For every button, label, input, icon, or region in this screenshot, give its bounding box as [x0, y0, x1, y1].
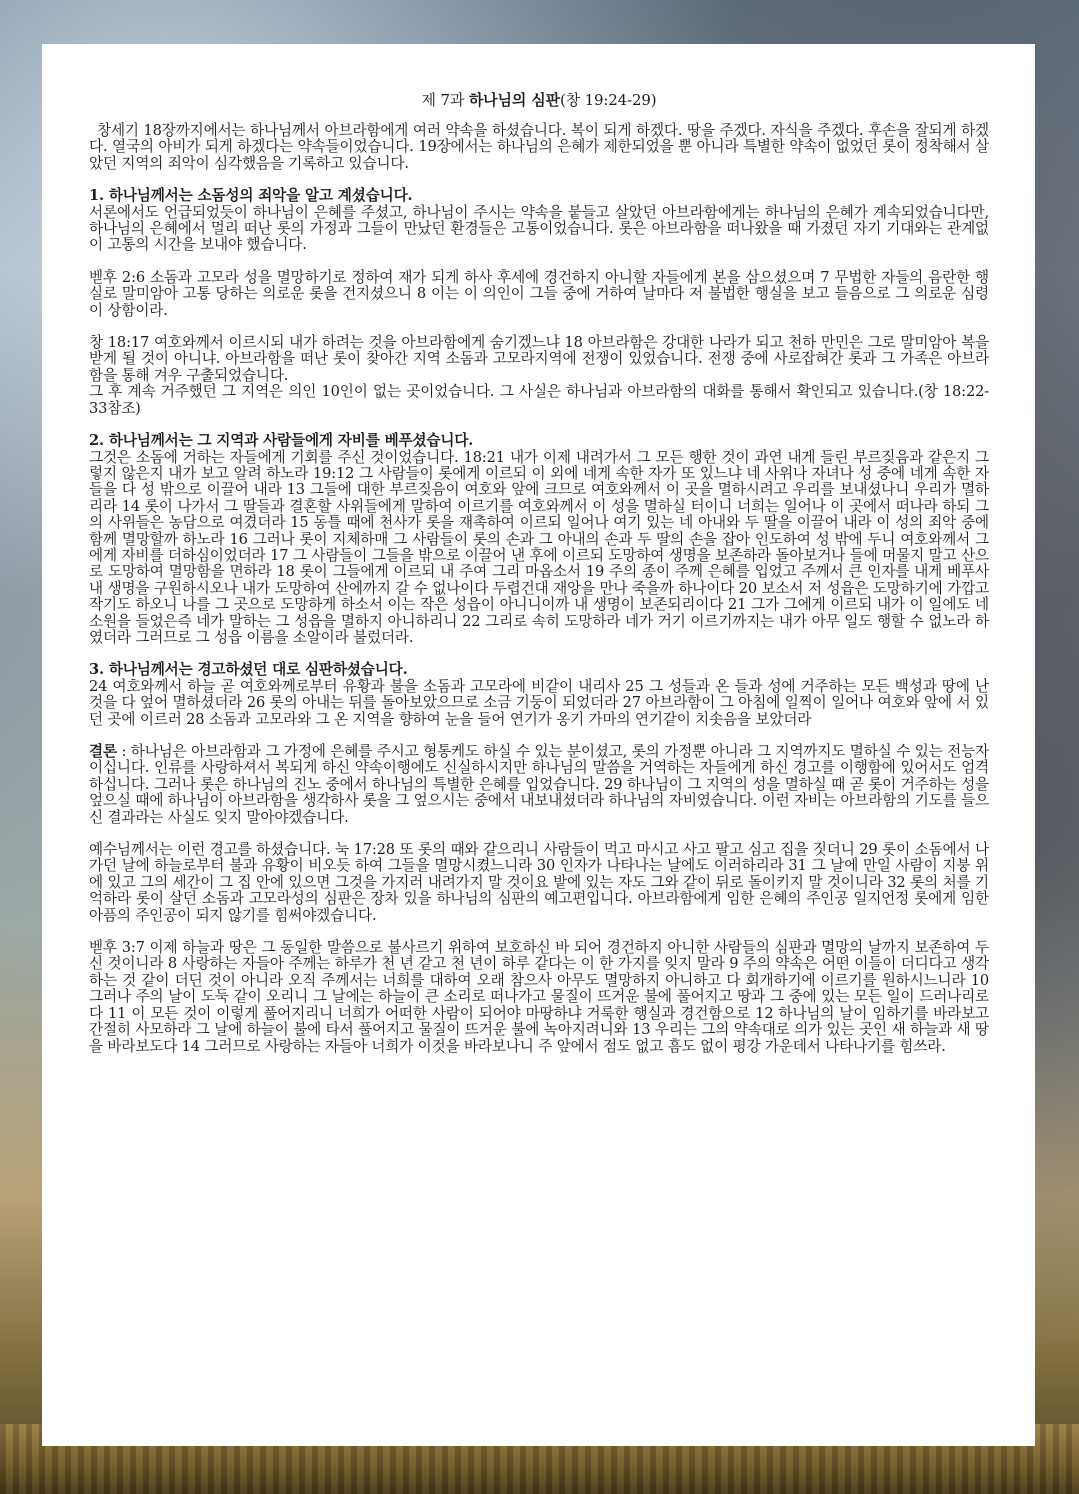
- intro-paragraph: 창세기 18장까지에서는 하나님께서 아브라함에게 여러 약속을 하셨습니다. 복이 되게 하겠다. 땅을 주겠다. 자식을 주겠다. 후손을 잘되게 하겠다. 열국의 아비가 되게 하겠다는 약속들이었습니다. 19장에서는 하나님의 은혜가 제한되었을 뿐 아니라 특별한 약속이 없었던 롯이 정착해서 살았던 지역의 죄악이 심각했음을 기록하고 있습니다.: [89, 122, 989, 172]
- conclusion-text: : 하나님은 아브라함과 그 가정에 은혜를 주시고 형통케도 하실 수 있는 분이셨고, 롯의 가정뿐 아니라 그 지역까지도 멸하실 수 있는 전능자이십니다. 인류를 사랑하셔서 복되게 하신 약속이행에도 신실하시지만 하나님의 말씀을 거역하는 자들에게 하신 경고를 이행함에 있어서도 엄격하십니다. 그러나 롯은 하나님의 진노 중에서 하나님의 특별한 은혜를 입었습니다. 29 하나님이 그 지역의 성을 멸하실 때 곧 롯이 거주하는 성을 엎으실 때에 하나님이 아브라함을 생각하사 롯을 그 엎으시는 중에서 내보내셨더라 하나님의 자비였습니다. 이런 자비는 아브라함의 기도를 들으신 결과라는 사실도 잊지 말아야겠습니다.: [89, 743, 989, 826]
- document-body: [89, 91, 989, 1055]
- section-3-paragraph-1: 24 여호와께서 하늘 곧 여호와께로부터 유황과 불을 소돔과 고모라에 비같이 내리사 25 그 성들과 온 들과 성에 거주하는 모든 백성과 땅에 난 것을 다 엎어 멸하셨더라 26 롯의 아내는 뒤를 돌아보았으므로 소금 기둥이 되었더라 27 아브라함이 그 아침에 일찍이 일어나 여호와 앞에 서 있던 곳에 이르러 28 소돔과 고모라와 그 온 지역을 향하여 눈을 들어 연기가 옹기 가마의 연기같이 치솟음을 보았더라: [89, 677, 989, 728]
- jesus-warning-paragraph: 예수님께서는 이런 경고를 하셨습니다. 눅 17:28 또 롯의 때와 같으리니 사람들이 먹고 마시고 사고 팔고 심고 집을 짓더니 29 롯이 소돔에서 나가던 날에 하늘로부터 불과 유황이 비오듯 하여 그들을 멸망시켰느니라 30 인자가 나타나는 날에도 이러하리라 31 그 날에 만일 사람이 지붕 위에 있고 그의 세간이 그 집 안에 있으면 그것을 가지러 내려가지 말 것이요 밭에 있는 자도 그와 같이 뒤로 돌이키지 말 것이니라 32 롯의 처를 기억하라 롯이 살던 소돔과 고모라성의 심판은 장차 있을 하나님의 심판의 예고편입니다. 아브라함에게 임한 은혜의 주인공 일지언정 롯에게 임한 아픔의 주인공이 되지 않기를 힘써야겠습니다.: [89, 841, 989, 924]
- section-1-paragraph-2: 벧후 2:6 소돔과 고모라 성을 멸망하기로 정하여 재가 되게 하사 후세에 경건하지 아니할 자들에게 본을 삼으셨으며 7 무법한 자들의 음란한 행실로 말미암아 고통 당하는 의로운 롯을 건지셨으니 8 이는 이 의인이 그들 중에 거하여 날마다 저 불법한 행실을 보고 들음으로 그 의로운 심령이 상함이라.: [89, 268, 989, 319]
- conclusion-paragraph: [89, 744, 989, 826]
- title-reference: (창 19:24-29): [559, 91, 657, 109]
- section-1-paragraph-4: 그 후 계속 거주했던 그 지역은 의인 10인이 없는 곳이었습니다. 그 사실은 하나님과 아브라함의 대화를 통해서 확인되고 있습니다.(창 18:22-33참조): [89, 383, 989, 417]
- peter-paragraph: 벧후 3:7 이제 하늘과 땅은 그 동일한 말씀으로 불사르기 위하여 보호하신 바 되어 경건하지 아니한 사람들의 심판과 멸망의 날까지 보존하여 두신 것이니라 8 사랑하는 자들아 주께는 하루가 천 년 같고 천 년이 하루 같다는 이 한 가지를 잊지 말라 9 주의 약속은 어떤 이들이 더디다고 생각하는 것 같이 더딘 것이 아니라 오직 주께서는 너희를 대하여 오래 참으사 아무도 멸망하지 아니하고 다 회개하기에 이르기를 원하시느니라 10 그러나 주의 날이 도둑 같이 오리니 그 날에는 하늘이 큰 소리로 떠나가고 물질이 뜨거운 불에 풀어지고 땅과 그 중에 있는 모든 일이 드러나리로다 11 이 모든 것이 이렇게 풀어지리니 너희가 어떠한 사람이 되어야 마땅하냐 거룩한 행실과 경건함으로 12 하나님의 날이 임하기를 바라보고 간절히 사모하라 그 날에 하늘이 불에 타서 풀어지고 물질이 뜨거운 불에 녹아지려니와 13 우리는 그의 약속대로 의가 있는 곳인 새 하늘과 새 땅을 바라보도다 14 그러므로 사랑하는 자들아 너희가 이것을 바라보나니 주 앞에서 점도 없고 흠도 없이 평강 가운데서 나타나기를 힘쓰라.: [89, 939, 989, 1055]
- lesson-title: [89, 91, 989, 109]
- section-2-paragraph-1: 그것은 소돔에 거하는 자들에게 기회를 주신 것이었습니다. 18:21 내가 이제 내려가서 그 모든 행한 것이 과연 내게 들린 부르짖음과 같은지 그렇지 않은지 내가 보고 알려 하노라 19:12 그 사람들이 롯에게 이르되 이 외에 네게 속한 자가 또 있느냐 네 사위나 자녀나 성 중에 네게 속한 자들을 다 성 밖으로 이끌어 내라 13 그들에 대한 부르짖음이 여호와 앞에 크므로 여호와께서 이 곳을 멸하시려고 우리를 보내셨나니 우리가 멸하리라 14 롯이 나가서 그 딸들과 결혼할 사위들에게 말하여 이르기를 여호와께서 이 성을 멸하실 터이니 너희는 일어나 이 곳에서 떠나라 하되 그의 사위들은 농담으로 여겼더라 15 동틀 때에 천사가 롯을 재촉하여 이르되 일어나 여기 있는 네 아내와 두 딸을 이끌어 내라 이 성의 죄악 중에 함께 멸망할까 하노라 16 그러나 롯이 지체하매 그 사람들이 롯의 손과 그 아내의 손과 두 딸의 손을 잡아 인도하여 성 밖에 두니 여호와께서 그에게 자비를 더하심이었더라 17 그 사람들이 그들을 밖으로 이끌어 낸 후에 이르되 도망하여 생명을 보존하라 돌아보거나 들에 머물지 말고 산으로 도망하여 멸망함을 면하라 18 롯이 그들에게 이르되 내 주여 그리 마옵소서 19 주의 종이 주께 은혜를 입었고 주께서 큰 인자를 내게 베푸사 내 생명을 구원하시오나 내가 도망하여 산에까지 갈 수 없나이다 두렵건대 재앙을 만나 죽을까 하나이다 20 보소서 저 성읍은 도망하기에 가깝고 작기도 하오니 나를 그 곳으로 도망하게 하소서 이는 작은 성읍이 아니니이까 내 생명이 보존되리이다 21 그가 그에게 이르되 내가 이 일에도 네 소원을 들었은즉 네가 말하는 그 성읍을 멸하지 아니하리니 22 그리로 속히 도망하라 네가 거기 이르기까지는 내가 아무 일도 행할 수 없노라 하였더라 그러므로 그 성읍 이름을 소알이라 불렀더라.: [89, 448, 989, 646]
- conclusion-label: 결론: [89, 743, 117, 760]
- section-1-paragraph-3: 창 18:17 여호와께서 이르시되 내가 하려는 것을 아브라함에게 숨기겠느냐 18 아브라함은 강대한 나라가 되고 천하 만민은 그로 말미암아 복을 받게 될 것이 아니냐. 아브라함을 떠난 롯이 찾아간 지역 소돔과 고모라지역에 전쟁이 있었습니다. 전쟁 중에 사로잡혀간 롯과 그 가족은 아브라함을 통해 겨우 구출되었습니다.: [89, 334, 989, 384]
- document-page: [42, 44, 1035, 1446]
- section-1-paragraph-1: 서론에서도 언급되었듯이 하나님이 은혜를 주셨고, 하나님이 주시는 약속을 붙들고 살았던 아브라함에게는 하나님의 은혜가 계속되었습니다만, 하나님의 은혜에서 멀리 떠난 롯의 가정과 그들이 만났던 환경들은 고통이었습니다. 롯은 아브라함을 떠나왔을 때 가졌던 자기 기대와는 관계없이 고통의 시간을 보내야 했습니다.: [89, 203, 989, 254]
- section-3-heading: 3. 하나님께서는 경고하셨던 대로 심판하셨습니다.: [89, 661, 408, 679]
- section-1-heading: 1. 하나님께서는 소돔성의 죄악을 알고 계셨습니다.: [89, 187, 413, 205]
- section-2-heading: 2. 하나님께서는 그 지역과 사람들에게 자비를 베푸셨습니다.: [89, 432, 474, 450]
- title-main: 하나님의 심판: [468, 91, 560, 109]
- title-prefix: 제 7과: [421, 91, 469, 109]
